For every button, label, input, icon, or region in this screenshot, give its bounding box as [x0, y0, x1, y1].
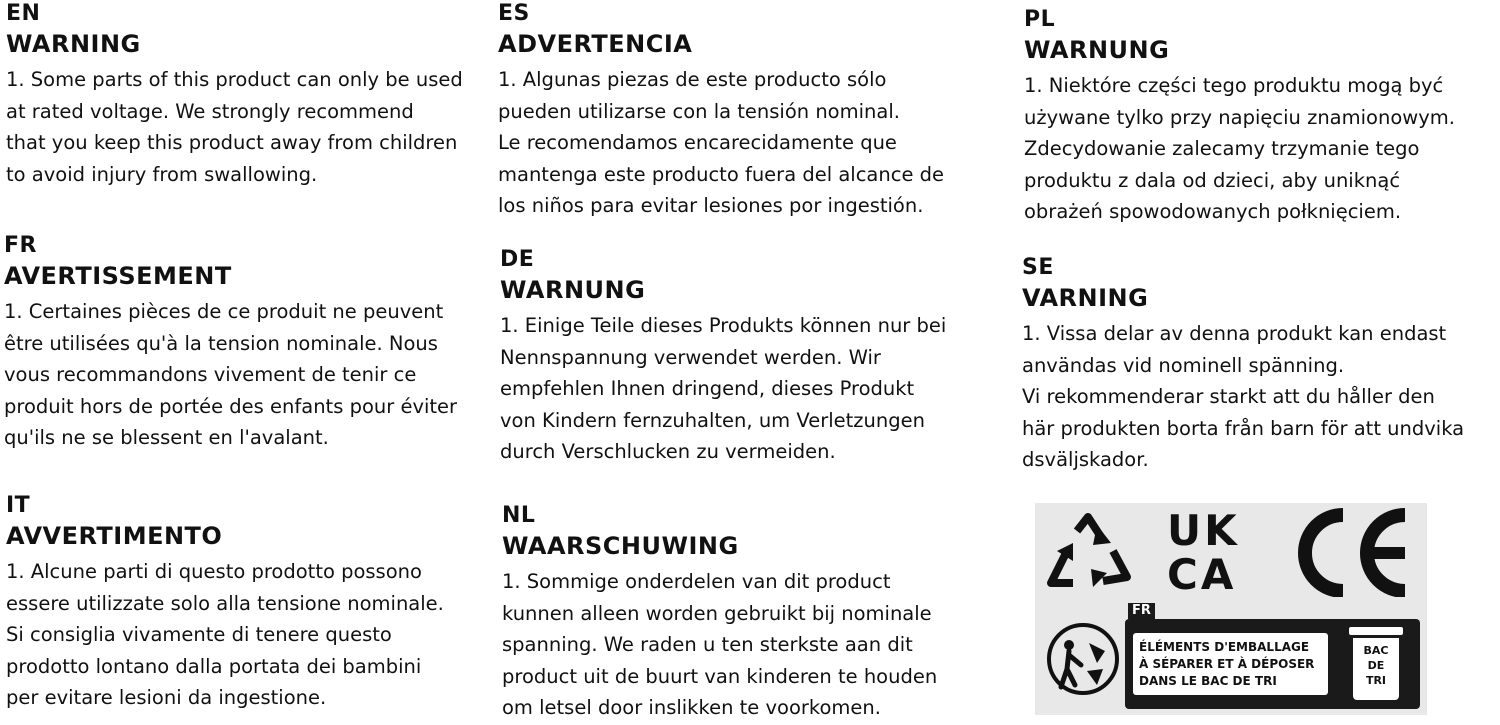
text-line: essere utilizzate solo alla tensione nominale. [6, 591, 444, 615]
section-pl [1024, 6, 1455, 228]
text-line: Zdecydowanie zalecamy trzymanie tego [1024, 137, 1420, 160]
text-line: om letsel door inslikken te voorkomen. [502, 696, 881, 719]
text-line: produktu z dala od dzieci, aby uniknąć [1024, 168, 1401, 192]
text-line: här produkten borta från barn för att undvika [1022, 416, 1465, 440]
lang-code: EN [6, 1, 41, 26]
text-line: produit hors de portée des enfants pour éviter [4, 394, 458, 418]
text-line: Le recomendamos encarecidamente que [498, 131, 897, 154]
section-title: WARNUNG [1024, 36, 1170, 64]
text-line: vous recommandons vivement de tenir ce [4, 363, 417, 386]
lang-code: IT [6, 493, 31, 518]
section-title: WAARSCHUWING [502, 532, 739, 560]
text-line: durch Verschlucken zu vermeiden. [500, 440, 836, 463]
certification-panel [1035, 503, 1427, 715]
country-tag: FR [1128, 603, 1155, 619]
text-line: 1. Vissa delar av denna produkt kan endast [1022, 322, 1447, 345]
text-line: von Kindern fernzuhalten, um Verletzungen [500, 408, 925, 432]
sorting-line-2: À SÉPARER ET À DÉPOSER [1139, 657, 1315, 671]
bin-label-3: TRI [1365, 674, 1387, 687]
text-line: product uit de buurt van kinderen te houden [502, 664, 938, 688]
text-line: användas vid nominell spänning. [1022, 353, 1345, 377]
text-line: être utilisées qu'à la tension nominale. Nous [4, 331, 438, 355]
text-line: 1. Some parts of this product can only be used [6, 68, 463, 91]
text-line: obrażeń spowodowanych połknięciem. [1024, 200, 1402, 223]
section-title: AVERTISSEMENT [4, 262, 232, 290]
section-es [498, 0, 944, 222]
text-line: per evitare lesioni da ingestione. [6, 686, 327, 709]
text-line: 1. Niektóre części tego produktu mogą być [1024, 74, 1444, 97]
text-line: 1. Certaines pièces de ce produit ne peuvent [4, 300, 444, 323]
triman-info [1035, 603, 1427, 715]
lang-code: SE [1022, 255, 1054, 280]
text-line: 1. Sommige onderdelen van dit product [502, 570, 891, 593]
text-line: that you keep this product away from children [6, 131, 458, 154]
ukca-line-1: UK [1167, 506, 1240, 555]
ukca-mark-icon [1167, 506, 1257, 599]
text-line: Si consiglia vivamente di tenere questo [6, 623, 392, 646]
section-title: AVVERTIMENTO [6, 522, 223, 550]
recycle-triangle-icon [1043, 511, 1133, 599]
section-en [6, 0, 463, 190]
section-se [1022, 254, 1464, 476]
ce-mark-icon [1285, 507, 1415, 601]
triman-icon [1045, 621, 1121, 701]
text-line: 1. Algunas piezas de este producto sólo [498, 68, 887, 91]
section-de [500, 246, 946, 468]
sorting-line-1: ÉLÉMENTS D'EMBALLAGE [1139, 640, 1310, 654]
text-line: Vi rekommenderar starkt att du håller den [1022, 385, 1435, 408]
text-line: dsväljskador. [1022, 448, 1149, 471]
text-line: spanning. We raden u ten sterkste aan dit [502, 633, 913, 656]
lang-code: DE [500, 247, 535, 272]
bin-label-1: BAC [1363, 644, 1389, 657]
section-it [6, 492, 444, 714]
section-nl [502, 502, 937, 724]
text-line: kunnen alleen worden gebruikt bij nominale [502, 601, 932, 625]
lang-code: ES [498, 1, 530, 26]
bin-label-2: DE [1367, 659, 1385, 672]
text-line: at rated voltage. We strongly recommend [6, 99, 414, 123]
sorting-line-3: DANS LE BAC DE TRI [1139, 674, 1277, 688]
text-line: prodotto lontano dalla portata dei bambini [6, 654, 422, 678]
text-line: qu'ils ne se blessent en l'avalant. [4, 426, 329, 449]
text-line: 1. Alcune parti di questo prodotto possono [6, 560, 422, 583]
lang-code: FR [4, 233, 37, 258]
text-line: to avoid injury from swallowing. [6, 162, 318, 186]
text-line: los niños para evitar lesiones por ingestión. [498, 194, 924, 217]
text-line: pueden utilizarse con la tensión nominal. [498, 99, 900, 123]
sorting-instructions [1133, 633, 1328, 695]
text-line: empfehlen Ihnen dringend, dieses Produkt [500, 377, 915, 400]
section-fr [4, 232, 457, 454]
text-line: używane tylko przy napięciu znamionowym. [1024, 105, 1455, 129]
lang-code: NL [502, 503, 536, 528]
sorting-bin-icon [1347, 627, 1405, 703]
lang-code: PL [1024, 7, 1056, 32]
text-line: mantenga este producto fuera del alcance de [498, 162, 945, 186]
section-title: WARNUNG [500, 276, 646, 304]
text-line: Nennspannung verwendet werden. Wir [500, 345, 881, 369]
ukca-line-2: CA [1167, 550, 1237, 599]
section-title: WARNING [6, 30, 141, 58]
sorting-panel [1125, 619, 1420, 709]
text-line: 1. Einige Teile dieses Produkts können nur bei [500, 314, 947, 337]
section-title: ADVERTENCIA [498, 30, 693, 58]
section-title: VARNING [1022, 284, 1149, 312]
certification-marks [1035, 503, 1427, 603]
